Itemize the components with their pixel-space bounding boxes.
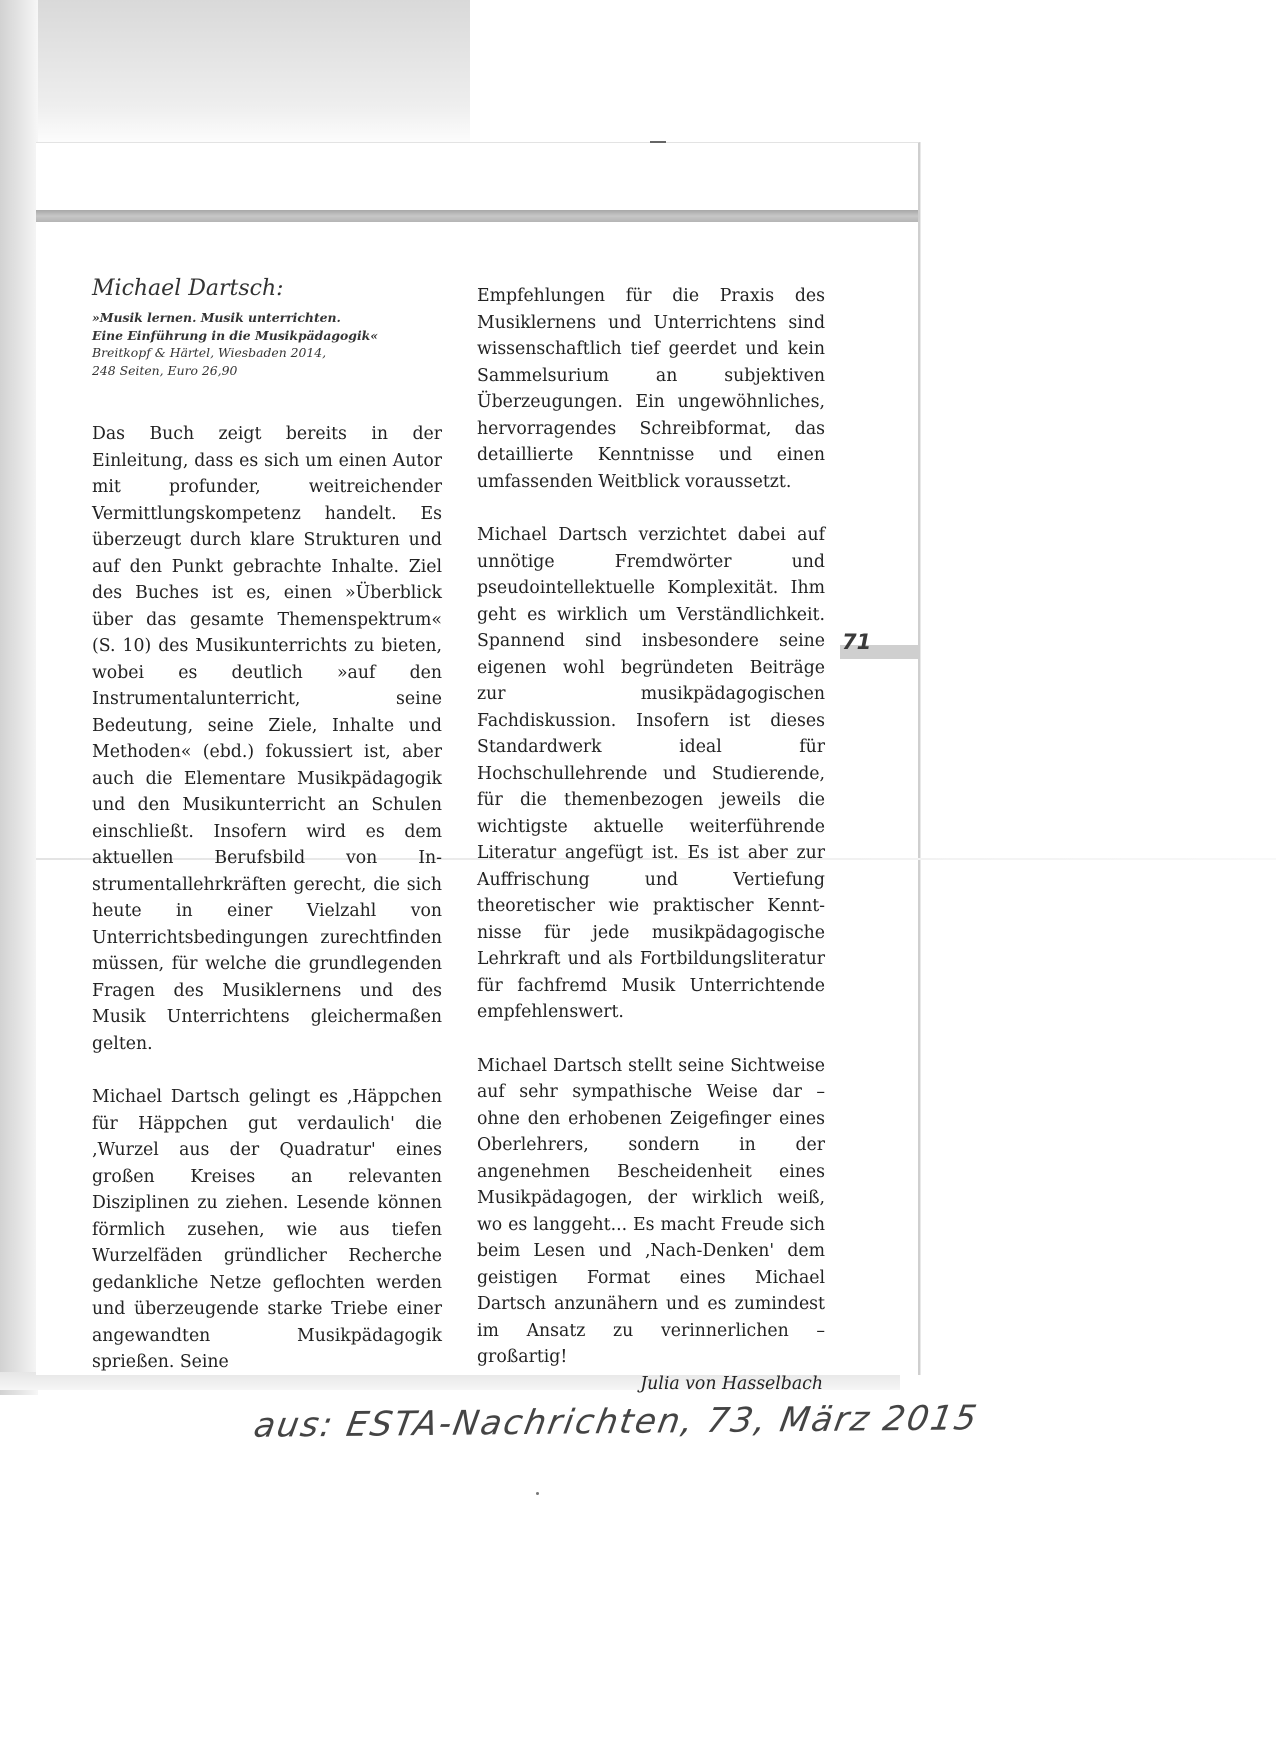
bibliography-block: [92, 275, 442, 379]
reviewer-signature: Julia von Hasselbach: [640, 1373, 823, 1394]
left-column: [92, 275, 442, 1403]
handwritten-source-note: aus: ESTA-Nachrichten, 73, März 2015: [251, 1398, 982, 1446]
header-rule: [36, 210, 918, 222]
book-details: 248 Seiten, Euro 26,90: [92, 362, 238, 378]
paragraph: Michael Dartsch stellt seine Sichtweise auf sehr sympathische Weise dar – ohne den erhobenen Zeigefinger eines Oberlehrers, sondern in der angenehmen Bescheidenheit eines Musikpädagogen, der wirklich weiß, wo es langgeht... Es macht Freude sich beim Lesen und ‚Nach-Denken' dem geistigen Format eines Michael Dartsch anzunähern und es zumindest im Ansatz zu verinnerlichen – großartig!: [477, 1055, 825, 1367]
book-title-line-2: Eine Einführung in die Musikpädagogik«: [92, 327, 378, 343]
book-publisher: Breitkopf & Härtel, Wiesbaden 2014,: [92, 345, 327, 360]
book-title-line-1: »Musik lernen. Musik unterrichten.: [92, 310, 341, 325]
review-author: Michael Dartsch:: [92, 276, 284, 301]
scan-mark: [650, 141, 666, 143]
scan-shadow-left: [0, 0, 38, 1395]
paragraph: Michael Dartsch gelingt es ‚Häppchen für Häppchen gut verdaulich' die ‚Wurzel aus der Quadratur' eines großen Kreises an relevanten Disziplinen zu ziehen. Lesende können förmlich zusehen, wie aus tiefen Wurzelfäden gründlicher Recherche gedankliche Netze geflochten werden und überzeugende starke Triebe einer angewandten Musikpädagogik sprießen. Seine: [92, 1087, 442, 1372]
scan-shadow: [0, 0, 470, 150]
paragraph: Das Buch zeigt bereits in der Einleitung, dass es sich um einen Autor mit profunder, weitreichender Vermittlungskompetenz handelt. Es überzeugt durch klare Strukturen und auf den Punkt gebrachte Inhalte. Ziel des Buches ist es, einen »Überblick über das gesamte Themenspektrum« (S. 10) des Musikunterrichts zu bieten, wobei es deutlich »auf den Instrumentalunterricht, seine Bedeutung, seine Ziele, Inhalte und Methoden« (ebd.) fokussiert ist, aber auch die Elementare Musikpädagogik und den Musikunterricht an Schulen einschließt. Insofern wird es dem aktuellen Berufsbild von Instrumentallehrkräften gerecht, die sich heute in einer Vielzahl von Unterrichtsbedingungen zurechtfinden müssen, für welche die grundlegenden Fragen des Musiklernens und des Musik Unterrichtens gleichermaßen gelten.: [92, 424, 442, 1054]
scan-speck: [536, 1492, 539, 1495]
paragraph: Michael Dartsch verzichtet dabei auf unnötige Fremdwörter und pseudointellektuelle Komplexität. Ihm geht es wirklich um Verständlichkeit. Spannend sind insbesondere seine eigenen wohl begründeten Beiträge zur musikpädagogischen Fachdiskussion. Insofern ist dieses Standardwerk ideal für Hochschullehrende und Studierende, für die themenbezogen jeweils die wichtigste aktuelle weiterführende Literatur angefügt ist. Es ist aber zur Auffrischung und Vertiefung theoretischer wie praktischer Kenntnisse für jede musikpädagogische Lehrkraft und als Fortbildungsliteratur für fachfremd Musik Unterrichtende empfehlenswert.: [477, 525, 825, 1022]
paragraph: Empfehlungen für die Praxis des Musiklernens und Unterrichtens sind wissenschaftlich tief geerdet und kein Sammelsurium an subjektiven Überzeugungen. Ein ungewöhnliches, hervorragendes Schreibformat, das detaillierte Kenntnisse und einen umfassenden Weitblick voraussetzt.: [477, 286, 825, 492]
page-number: 71: [842, 630, 872, 654]
right-column: [477, 283, 825, 1397]
